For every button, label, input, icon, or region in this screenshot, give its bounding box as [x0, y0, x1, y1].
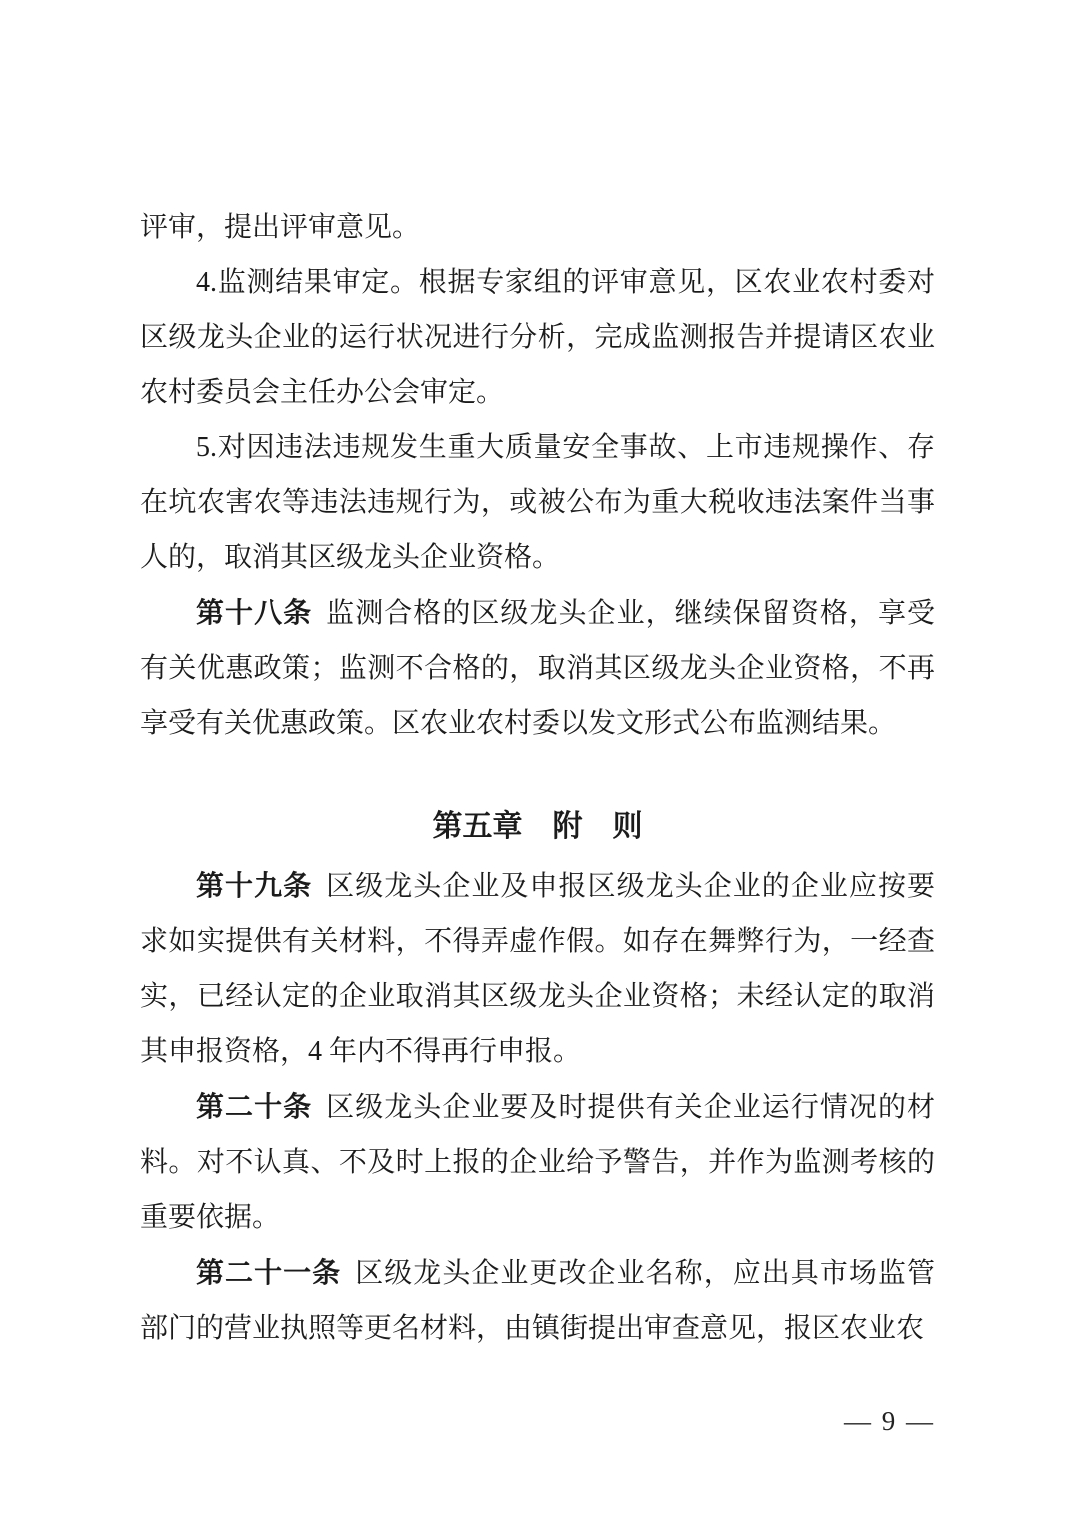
article-18-number: 第十八条 — [196, 597, 313, 628]
paragraph-item-5: 5.对因违法违规发生重大质量安全事故、上市违规操作、存在坑农害农等违法违规行为，或被公布为重大税收违法案件当事人的，取消其区级龙头企业资格。 — [140, 432, 935, 573]
article-21-text: 区级龙头企业更改企业名称，应出具市场监管部门的营业执照等更名材料，由镇街提出审查意见，报区农业农 — [140, 1258, 935, 1344]
document-body — [140, 200, 935, 1356]
article-19 — [140, 858, 935, 1079]
chapter-heading: 第五章 附 则 — [432, 810, 643, 843]
page-footer — [844, 1404, 935, 1438]
page-number: — 9 — — [844, 1406, 935, 1436]
article-18 — [140, 585, 935, 751]
paragraph-item-4: 4.监测结果审定。根据专家组的评审意见，区农业农村委对区级龙头企业的运行状况进行分析，完成监测报告并提请区农业农村委员会主任办公会审定。 — [140, 267, 935, 408]
article-18-text: 监测合格的区级龙头企业，继续保留资格，享受有关优惠政策；监测不合格的，取消其区级龙头企业资格，不再享受有关优惠政策。区农业农村委以发文形式公布监测结果。 — [140, 598, 935, 739]
article-20-number: 第二十条 — [196, 1091, 313, 1122]
article-19-text: 区级龙头企业及申报区级龙头企业的企业应按要求如实提供有关材料，不得弄虚作假。如存在舞弊行为，一经查实，已经认定的企业取消其区级龙头企业资格；未经认定的取消其申报资格，4 年内不得再行申报。 — [140, 871, 935, 1067]
article-20-text: 区级龙头企业要及时提供有关企业运行情况的材料。对不认真、不及时上报的企业给予警告，并作为监测考核的重要依据。 — [140, 1092, 935, 1233]
article-19-number: 第十九条 — [196, 870, 313, 901]
article-20 — [140, 1079, 935, 1245]
article-21 — [140, 1245, 935, 1356]
article-21-number: 第二十一条 — [196, 1257, 342, 1288]
paragraph-continuation: 评审，提出评审意见。 — [140, 212, 421, 243]
